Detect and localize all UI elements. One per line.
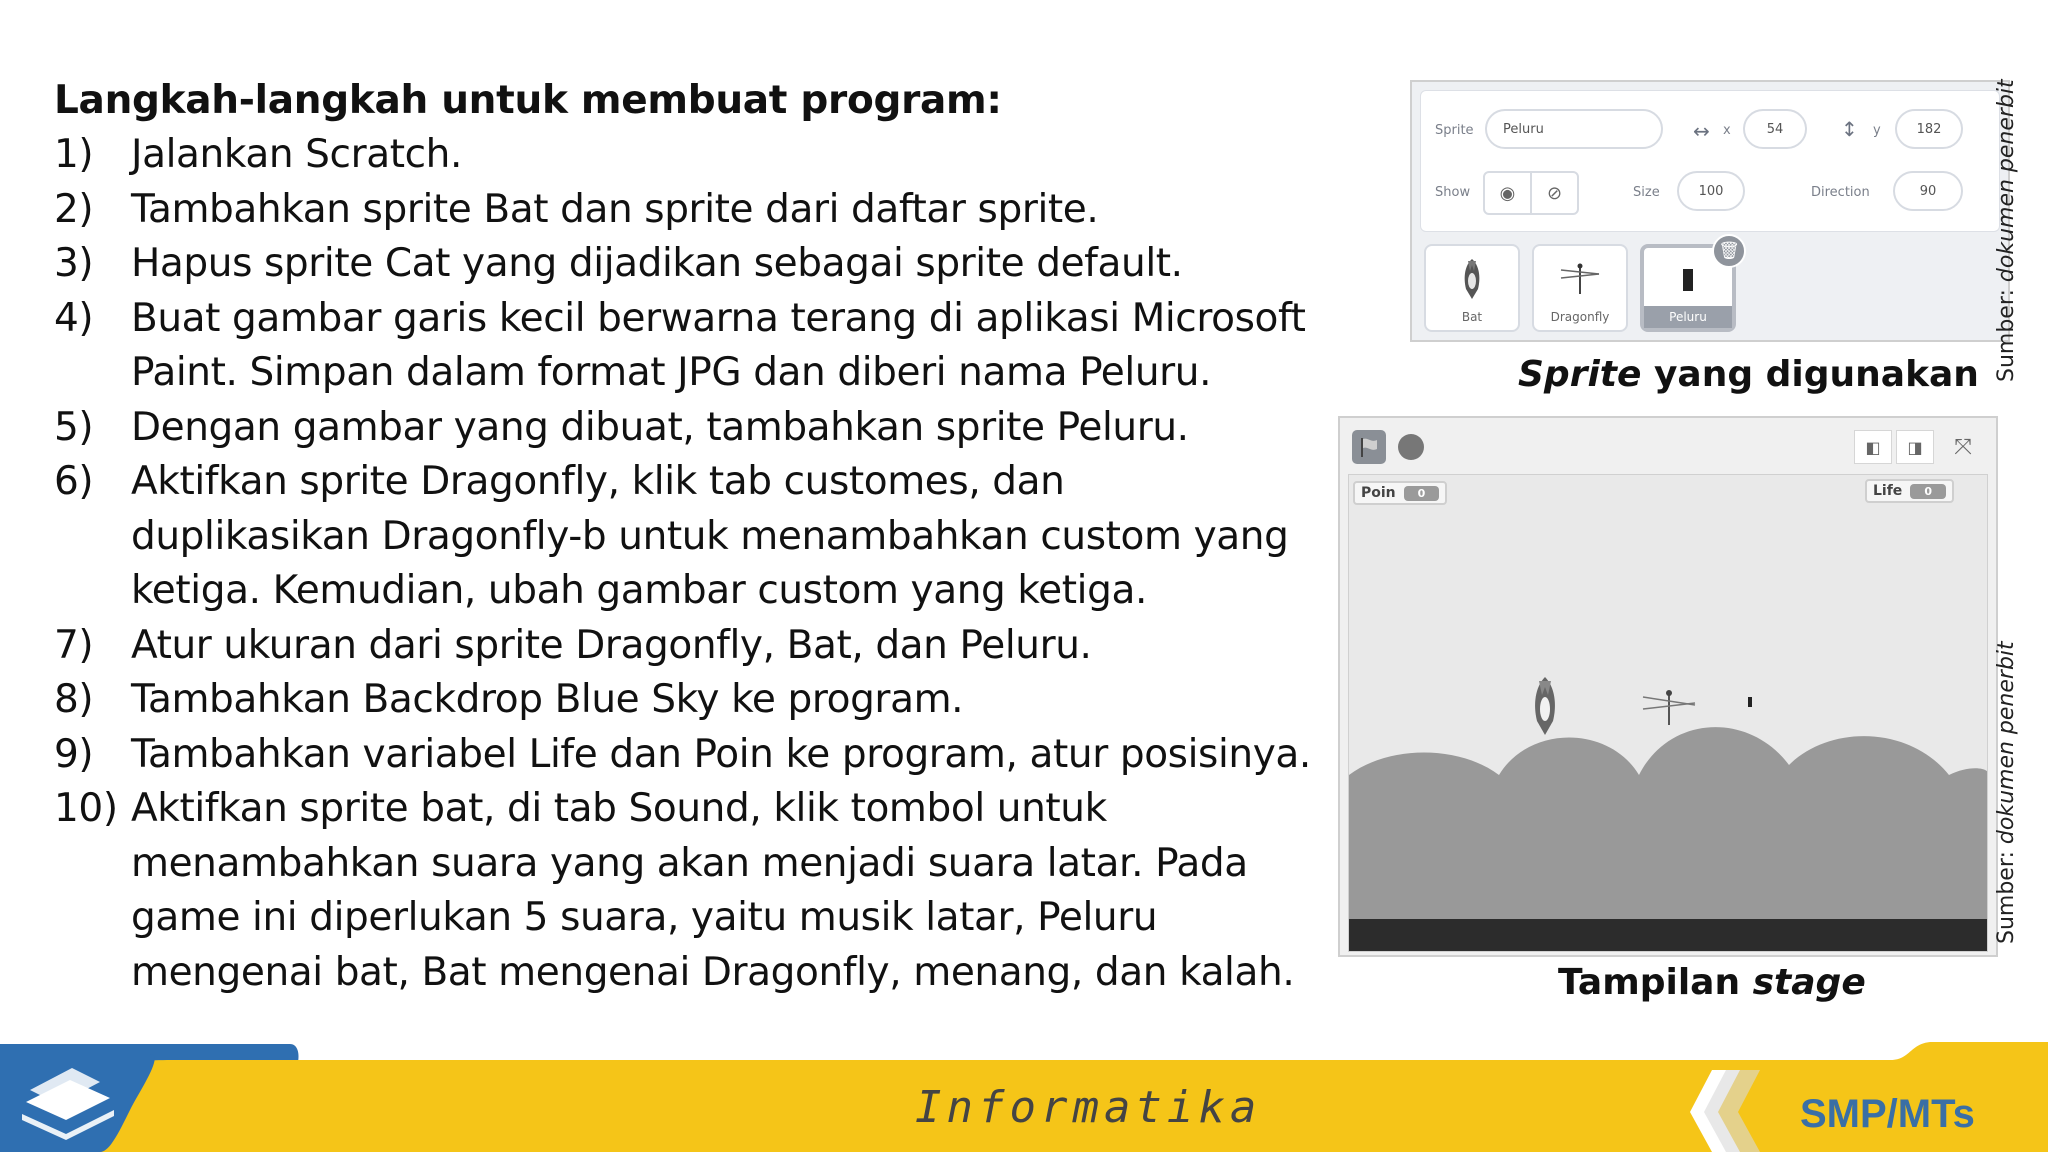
sprite-tile-label: Dragonfly — [1550, 310, 1610, 324]
stage-caption-plain: Tampilan — [1558, 962, 1753, 1003]
size-field[interactable]: 100 — [1677, 171, 1745, 211]
bat-sprite[interactable] — [1529, 673, 1561, 739]
y-label: y — [1873, 123, 1881, 138]
credit-source: dokumen penerbit — [1994, 79, 2019, 283]
small-stage-icon[interactable]: ◧ — [1854, 430, 1892, 464]
stage-caption — [1558, 962, 1866, 1003]
direction-label: Direction — [1811, 185, 1870, 200]
stage-view — [1338, 416, 1998, 957]
sprite-tile-bat[interactable] — [1424, 244, 1520, 332]
step-number: 10) — [54, 786, 118, 831]
eye-hidden-icon[interactable]: ⊘ — [1546, 182, 1563, 204]
eye-icon[interactable]: ◉ — [1485, 173, 1532, 213]
x-label: x — [1723, 123, 1731, 138]
sprite-tile-dragonfly[interactable] — [1532, 244, 1628, 332]
large-stage-icon[interactable]: ◨ — [1896, 430, 1934, 464]
sprite-list — [1420, 238, 2000, 338]
sprite-tile-label: Peluru — [1644, 306, 1732, 328]
step-item — [54, 673, 1314, 728]
step-text: Tambahkan Backdrop Blue Sky ke program. — [131, 677, 964, 722]
sprite-caption-rest: yang digunakan — [1641, 354, 1979, 395]
stage-caption-em: stage — [1752, 962, 1866, 1003]
step-text: Buat gambar garis kecil berwarna terang di aplikasi Microsoft Paint. Simpan dalam format JPG dan diberi nama Peluru. — [131, 295, 1306, 395]
x-field[interactable]: 54 — [1743, 109, 1807, 149]
step-number: 9) — [54, 731, 94, 777]
show-label: Show — [1435, 185, 1471, 200]
sprite-info-panel — [1410, 80, 2010, 342]
footer-school-level: SMP/MTs — [1800, 1092, 1975, 1136]
footer-bar — [0, 1040, 2048, 1152]
sprite-info-row — [1420, 90, 2000, 232]
step-text: Tambahkan variabel Life dan Poin ke program, atur posisinya. — [131, 731, 1311, 777]
steps-list — [54, 128, 1314, 1000]
visibility-toggle — [1483, 171, 1579, 215]
image-credit — [1994, 79, 2019, 382]
peluru-sprite[interactable] — [1748, 697, 1752, 707]
trash-icon[interactable]: 🗑 — [1712, 234, 1746, 268]
image-credit — [1994, 641, 2019, 944]
stop-icon[interactable] — [1394, 430, 1428, 464]
credit-prefix: Sumber: — [1994, 844, 2019, 944]
sprite-tile-peluru[interactable] — [1640, 241, 1740, 332]
step-text: Hapus sprite Cat yang dijadikan sebagai sprite default. — [131, 241, 1183, 286]
step-number: 5) — [54, 404, 94, 450]
instruction-text — [54, 74, 1314, 1000]
step-item — [54, 728, 1314, 783]
step-item — [54, 401, 1314, 456]
step-number: 7) — [54, 622, 94, 668]
green-flag-icon[interactable] — [1352, 430, 1386, 464]
horizontal-arrows-icon: ↔ — [1693, 119, 1710, 143]
life-value: 0 — [1910, 484, 1946, 499]
step-item — [54, 782, 1314, 1000]
stage-canvas[interactable] — [1348, 474, 1988, 952]
vertical-arrows-icon: ↕ — [1841, 117, 1858, 141]
step-text: Aktifkan sprite Dragonfly, klik tab customes, dan duplikasikan Dragonfly-b untuk menambahkan custom yang ketiga. Kemudian, ubah gambar custom yang ketiga. — [131, 459, 1289, 613]
sprite-name-field[interactable]: Peluru — [1485, 109, 1663, 149]
step-item — [54, 128, 1314, 183]
step-text: Dengan gambar yang dibuat, tambahkan sprite Peluru. — [131, 404, 1189, 450]
fullscreen-icon[interactable]: ⤧ — [1954, 434, 1972, 460]
step-text: Tambahkan sprite Bat dan sprite dari daftar sprite. — [131, 186, 1099, 232]
step-item — [54, 183, 1314, 238]
poin-value: 0 — [1404, 486, 1440, 501]
footer-subject-title: Informatika — [915, 1082, 1262, 1133]
bat-thumbnail — [1426, 252, 1518, 304]
size-label: Size — [1633, 185, 1660, 200]
credit-source: dokumen penerbit — [1994, 641, 2019, 845]
poin-label: Poin — [1361, 485, 1396, 501]
step-number: 6) — [54, 459, 94, 504]
step-number: 2) — [54, 186, 94, 232]
step-number: 3) — [54, 241, 94, 286]
sprite-caption — [1518, 354, 1979, 395]
y-field[interactable]: 182 — [1895, 109, 1963, 149]
sprite-tile-label: Bat — [1461, 310, 1483, 324]
step-text: Jalankan Scratch. — [131, 132, 462, 177]
step-number: 8) — [54, 677, 94, 722]
steps-heading: Langkah-langkah untuk membuat program: — [54, 78, 1002, 123]
direction-field[interactable]: 90 — [1893, 171, 1963, 211]
step-number: 1) — [54, 132, 94, 177]
step-text: Aktifkan sprite bat, di tab Sound, klik tombol untuk menambahkan suara yang akan menjadi suara latar. Pada game ini diperlukan 5 suara, yaitu musik latar, Peluru mengenai bat, Bat mengenai Dragonfly, menang, dan kalah. — [131, 786, 1295, 995]
step-item — [54, 237, 1314, 292]
step-number: 4) — [54, 295, 94, 341]
credit-prefix: Sumber: — [1994, 282, 2019, 382]
sprite-caption-em: Sprite — [1518, 354, 1642, 395]
dragonfly-sprite[interactable] — [1639, 685, 1699, 729]
dragonfly-thumbnail — [1534, 252, 1626, 304]
step-item — [54, 292, 1314, 401]
sprite-label: Sprite — [1435, 123, 1474, 138]
step-item — [54, 455, 1314, 619]
step-item — [54, 619, 1314, 674]
life-label: Life — [1873, 483, 1903, 499]
step-text: Atur ukuran dari sprite Dragonfly, Bat, dan Peluru. — [131, 622, 1092, 668]
